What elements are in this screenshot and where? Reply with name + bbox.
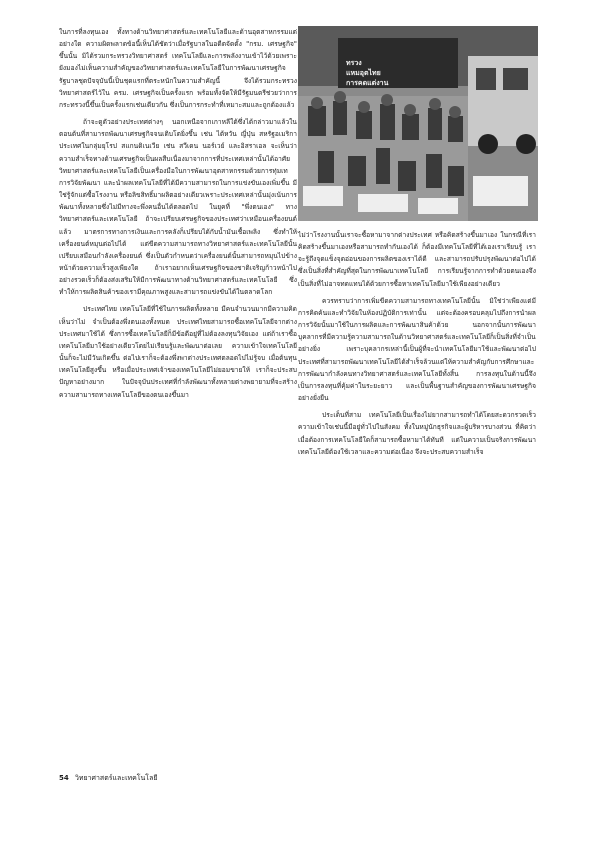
market-photo-image [298,26,538,221]
photo-banner-line-3: การคดแต่งาน [346,79,389,87]
right-paragraph-3: ประเด็นที่สาม เทคโนโลยีเป็นเรื่องไม่ยากสามารถทำได้โดยสะดวกรวดเร็ว ความเข้าใจเช่นนี้มีอยู่ทั่วไปในสังคม ทั้งในหมู่นักธุรกิจและผู้บริหารบางส่วน ที่คิดว่าเมื่อต้องการเทคโนโลยีใดก็สามารถซื้อหามาได้ทันที แต่ในความเป็นจริงการพัฒนาเทคโนโลยีต้องใช้เวลาและความต่อเนื่อง จึงจะประสบความสำเร็จ [298,411,536,456]
publication-title: วิทยาศาสตร์และเทคโนโลยี [74,774,158,782]
right-column [298,26,536,463]
right-paragraph-1: ไม่ว่าโรงงานนั้นเราจะซื้อหามาจากต่างประเทศ หรือคิดสร้างขึ้นมาเอง ในกรณีที่เราคิดสร้างขึ้นมาเองหรือสามารถทำกันเองได้ ก็ต้องมีเทคโนโลยีที่ได้เองเราเรียนรู้ เราจะรู้ถึงจุดแข็งจุดอ่อนของการผลิตของเราได้ดี และสามารถปรับปรุงพัฒนาต่อไปได้ ซึ่งเป็นสิ่งที่สำคัญที่สุดในการพัฒนาเทคโนโลยี การเรียนรู้จากการทำด้วยตนเองจึงเป็นสิ่งที่ไม่อาจทดแทนได้ด้วยการซื้อหาเทคโนโลยีมาใช้เพียงอย่างเดียว [298,231,536,288]
page-number: 54 [59,774,69,782]
photo-banner-text [346,58,388,88]
photo-banner-line-1: ทรวง [346,59,362,67]
left-paragraph-1: ในการที่ลงทุนเอง ทั้งทางด้านวิทยาศาสตร์และเทคโนโลยีและด้านอุตสาหกรรมแต่อย่างใด ความผิดพลาดข้อนี้เห็นได้ชัดว่าเมื่อรัฐบาลในอดีตจัดตั้ง "กรม. เศรษฐกิจ" ขึ้นนั้น มิได้รวมกระทรวงวิทยาศาสตร์ เทคโนโลยีและการพลังงานเข้าไว้ด้วยเพราะยังมองไม่เห็นความสำคัญของวิทยาศาสตร์และเทคโนโลยีในการพัฒนาเศรษฐกิจ รัฐบาลชุดปัจจุบันนี้เป็นชุดแรกที่ตระหนักในความสำคัญนี้ จึงได้รวมกระทรวงวิทยาศาสตร์ไว้ใน ครม. เศรษฐกิจเป็นครั้งแรก พร้อมทั้งจัดให้มีรัฐมนตรีช่วยว่าการกระทรวงนี้ขึ้นเป็นครั้งแรกเช่นเดียวกัน ซึ่งเป็นการกระทำที่เหมาะสมและถูกต้องแล้ว [59,28,297,109]
page-footer [59,773,157,784]
left-paragraph-2: ถ้าจะดูตัวอย่างประเทศต่างๆ นอกเหนือจากเกาหลีใต้ซึ่งได้กล่าวมาแล้วในตอนต้นที่สามารถพัฒนาเศรษฐกิจจนเติบโตยิ่งขึ้น เช่น ไต้หวัน ญี่ปุ่น สหรัฐอเมริกา ประเทศในกลุ่มยุโรป สแกนดิเนเวีย เช่น สวีเดน นอร์เวย์ และอิสราเอล จะเห็นว่าความสำเร็จทางด้านเศรษฐกิจเป็นผลสืบเนื่องมาจากการที่ประเทศเหล่านั้นได้อาศัยวิทยาศาสตร์และเทคโนโลยีเป็นเครื่องมือในการพัฒนาอุตสาหกรรมด้วยการทุ่มเทการวิจัยพัฒนา และนำผลเทคโนโลยีที่ได้มีความสามารถในการแข่งขันเองเพิ่มขึ้น มีใช่รู้จักแต่ซื้อโรงงาน หรือลิขสิทธิ์มาผลิตอย่างเดียวเพราะประเทศเหล่านั้นมุ่งเน้นการพัฒนาทั้งหลายซึ่งไม่มีทางจะพึ่งคนอื่นได้ตลอดไป ในยุคที่ "พึ่งตนเอง" ทางวิทยาศาสตร์และเทคโนโลยี ถ้าจะเปรียบเศรษฐกิจของประเทศว่าเหมือนเครื่องยนต์แล้ว มาตรการทางการเงินและการคลังก็เปรียบได้กับน้ำมันเชื้อเพลิง ซึ่งทำให้เครื่องยนต์หมุนต่อไปได้ แต่ขีดความสามารถทางวิทยาศาสตร์และเทคโนโลยีนั้นเปรียบเสมือนกำลังเครื่องยนต์ ซึ่งเป็นตัวกำหนดว่าเครื่องยนต์นั้นสามารถหมุนไปข้างหน้าด้วยความเร็วสูงเพียงใด ถ้าเราอยากเห็นเศรษฐกิจของชาติเจริญก้าวหน้าไปอย่างรวดเร็วก็ต้องส่งเสริมให้มีการพัฒนาทางด้านวิทยาศาสตร์และเทคโนโลยี ซึ่งทำให้การผลิตสินค้าของเรามีคุณภาพสูงและสามารถแข่งขันได้ในตลาดโลก [59,118,297,297]
right-paragraph-2: ควรทราบว่าการเพิ่มขีดความสามารถทางเทคโนโลยีนั้น มิใช่ว่าเพียงแต่มีการคิดค้นและทำวิจัยในห้องปฏิบัติการเท่านั้น แต่จะต้องครอบคลุมไปถึงการนำผลการวิจัยนั้นมาใช้ในการผลิตและการพัฒนาสินค้าด้วย นอกจากนั้นการพัฒนาบุคลากรที่มีความรู้ความสามารถในด้านวิทยาศาสตร์และเทคโนโลยีก็เป็นสิ่งที่จำเป็นอย่างยิ่ง เพราะบุคลากรเหล่านี้เป็นผู้ที่จะนำเทคโนโลยีมาใช้และพัฒนาต่อไป ประเทศที่สามารถพัฒนาเทคโนโลยีได้สำเร็จล้วนแต่ให้ความสำคัญกับการศึกษาและการพัฒนากำลังคนทางวิทยาศาสตร์และเทคโนโลยีทั้งสิ้น การลงทุนในด้านนี้จึงเป็นการลงทุนที่คุ้มค่าในระยะยาว และเป็นพื้นฐานสำคัญของการพัฒนาเศรษฐกิจอย่างยั่งยืน [298,296,536,403]
left-paragraph-3: ประเทศไทย เทคโนโลยีที่ใช้ในการผลิตทั้งหลาย มีคนจำนวนมากมีความคิดเห็นว่าไม่ จำเป็นต้องพึ่งตนเองทั้งหมด ประเทศไทยสามารถซื้อเทคโนโลยีจากต่างประเทศมาใช้ได้ ซึ่งการซื้อเทคโนโลยีก็มีข้อดีอยู่ที่ไม่ต้องลงทุนวิจัยเอง แต่ถ้าเราซื้อเทคโนโลยีมาใช้อย่างเดียวโดยไม่เรียนรู้และพัฒนาต่อเลย ความเข้าใจเทคโนโลยีนั้นก็จะไม่มีวันเกิดขึ้น ต่อไปเราก็จะต้องพึ่งพาต่างประเทศตลอดไปไม่รู้จบ เมื่อต้นทุนเทคโนโลยีสูงขึ้น หรือเมื่อประเทศเจ้าของเทคโนโลยีไม่ยอมขายให้ เราก็จะประสบปัญหาอย่างมาก ในปัจจุบันประเทศที่กำลังพัฒนาทั้งหลายต่างพยายามที่จะสร้างความสามารถทางเทคโนโลยีของตนเองขึ้นมา [59,305,297,399]
photo-banner-line-2: แหมอุตไทย [346,69,381,77]
left-column [59,26,297,406]
street-market-photo [298,26,538,221]
